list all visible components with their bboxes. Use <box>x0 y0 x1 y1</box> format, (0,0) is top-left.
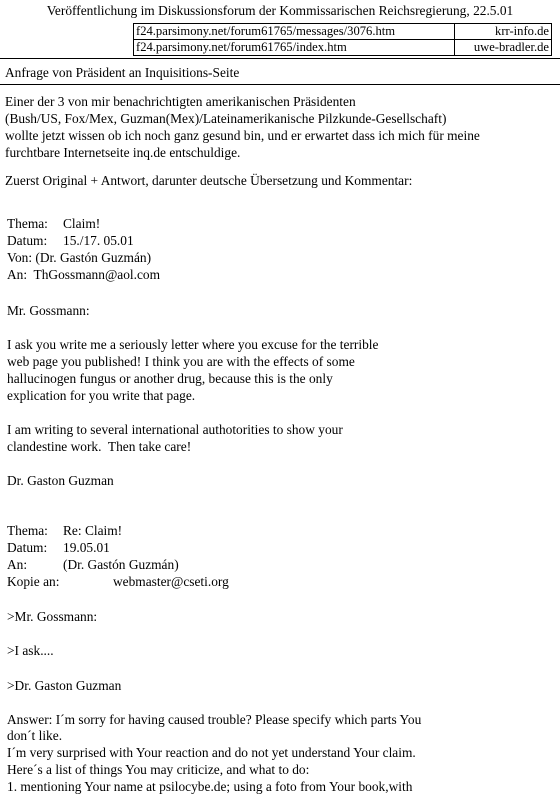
mail2-answer-line: Here´s a list of things You may criticize, and what to do: <box>7 762 310 777</box>
mail2-answer-line: don´t like. <box>7 728 63 743</box>
mail1-salutation: Mr. Gossmann: <box>7 303 90 318</box>
mail2-quote: >Mr. Gossmann: <box>7 609 98 624</box>
mail2-answer-line: Answer: I´m sorry for having caused trouble? Please specify which parts You <box>7 712 422 727</box>
mail1-body-line: explication for you write that page. <box>7 388 196 403</box>
mail1-thema-label: Thema: <box>7 216 48 231</box>
mail2-quote: >I ask.... <box>7 643 54 658</box>
mail1-body-line: clandestine work. Then take care! <box>7 439 192 454</box>
mail1-thema-value: Claim! <box>63 216 101 231</box>
divider <box>0 84 560 85</box>
mail1-datum <box>7 232 134 249</box>
mail2-quote: >Dr. Gaston Guzman <box>7 678 122 693</box>
mail2-kopie-label: Kopie an: <box>7 574 60 589</box>
mail1-body-line: web page you published! I think you are with the effects of some <box>7 354 355 369</box>
mail2-answer-line: I´m very surprised with Your reaction and do not yet understand Your claim. <box>7 745 416 760</box>
mail1-body-line: I am writing to several international authotorities to show your <box>7 422 343 437</box>
mail1-datum-value: 15./17. 05.01 <box>63 233 134 248</box>
intro-line: furchtbare Internetseite inq.de entschuldige. <box>5 145 241 160</box>
mail1-datum-label: Datum: <box>7 233 48 248</box>
mail2-datum <box>7 539 110 556</box>
mail2-kopie-value: webmaster@cseti.org <box>113 574 229 589</box>
intro-line: (Bush/US, Fox/Mex, Guzman(Mex)/Lateinamerikanische Pilzkunde-Gesellschaft) <box>5 111 447 126</box>
mail1-von: Von: (Dr. Gastón Guzmán) <box>7 250 152 265</box>
mail2-datum-label: Datum: <box>7 540 48 555</box>
mail2-kopie <box>7 573 229 590</box>
mail1-thema <box>7 215 100 232</box>
page-header-title: Veröffentlichung im Diskussionsforum der Kommissarischen Reichsregierung, 22.5.01 <box>46 3 514 18</box>
mail1-an: An: ThGossmann@aol.com <box>7 267 161 282</box>
source-site[interactable]: uwe-bradler.de <box>454 40 551 56</box>
mail1-signature: Dr. Gaston Guzman <box>7 473 114 488</box>
mail2-answer-line: 1. mentioning Your name at psilocybe.de; using a foto from Your book,with <box>7 779 413 794</box>
forum-index-url[interactable]: f24.parsimony.net/forum61765/index.htm <box>134 40 455 56</box>
mail2-an-value: (Dr. Gastón Guzmán) <box>63 557 179 572</box>
divider <box>0 58 560 59</box>
mail2-thema <box>7 522 122 539</box>
mail1-body-line: hallucinogen fungus or another drug, because this is the only <box>7 371 333 386</box>
source-link-row <box>134 24 552 40</box>
article-title: Anfrage von Präsident an Inquisitions-Seite <box>5 65 240 80</box>
intro-line: wollte jetzt wissen ob ich noch ganz gesund bin, und er erwartet dass ich mich für meine <box>5 128 480 143</box>
forum-message-url[interactable]: f24.parsimony.net/forum61765/messages/3076.htm <box>134 24 455 40</box>
mail2-an <box>7 556 179 573</box>
mail2-thema-value: Re: Claim! <box>63 523 123 538</box>
intro-note: Zuerst Original + Antwort, darunter deutsche Übersetzung und Kommentar: <box>5 173 413 188</box>
mail2-thema-label: Thema: <box>7 523 48 538</box>
source-link-row <box>134 40 552 56</box>
mail2-an-label: An: <box>7 557 28 572</box>
intro-line: Einer der 3 von mir benachrichtigten amerikanischen Präsidenten <box>5 94 356 109</box>
mail1-body-line: I ask you write me a seriously letter where you excuse for the terrible <box>7 337 379 352</box>
mail2-datum-value: 19.05.01 <box>63 540 110 555</box>
source-links-table <box>133 23 552 56</box>
source-site[interactable]: krr-info.de <box>454 24 551 40</box>
